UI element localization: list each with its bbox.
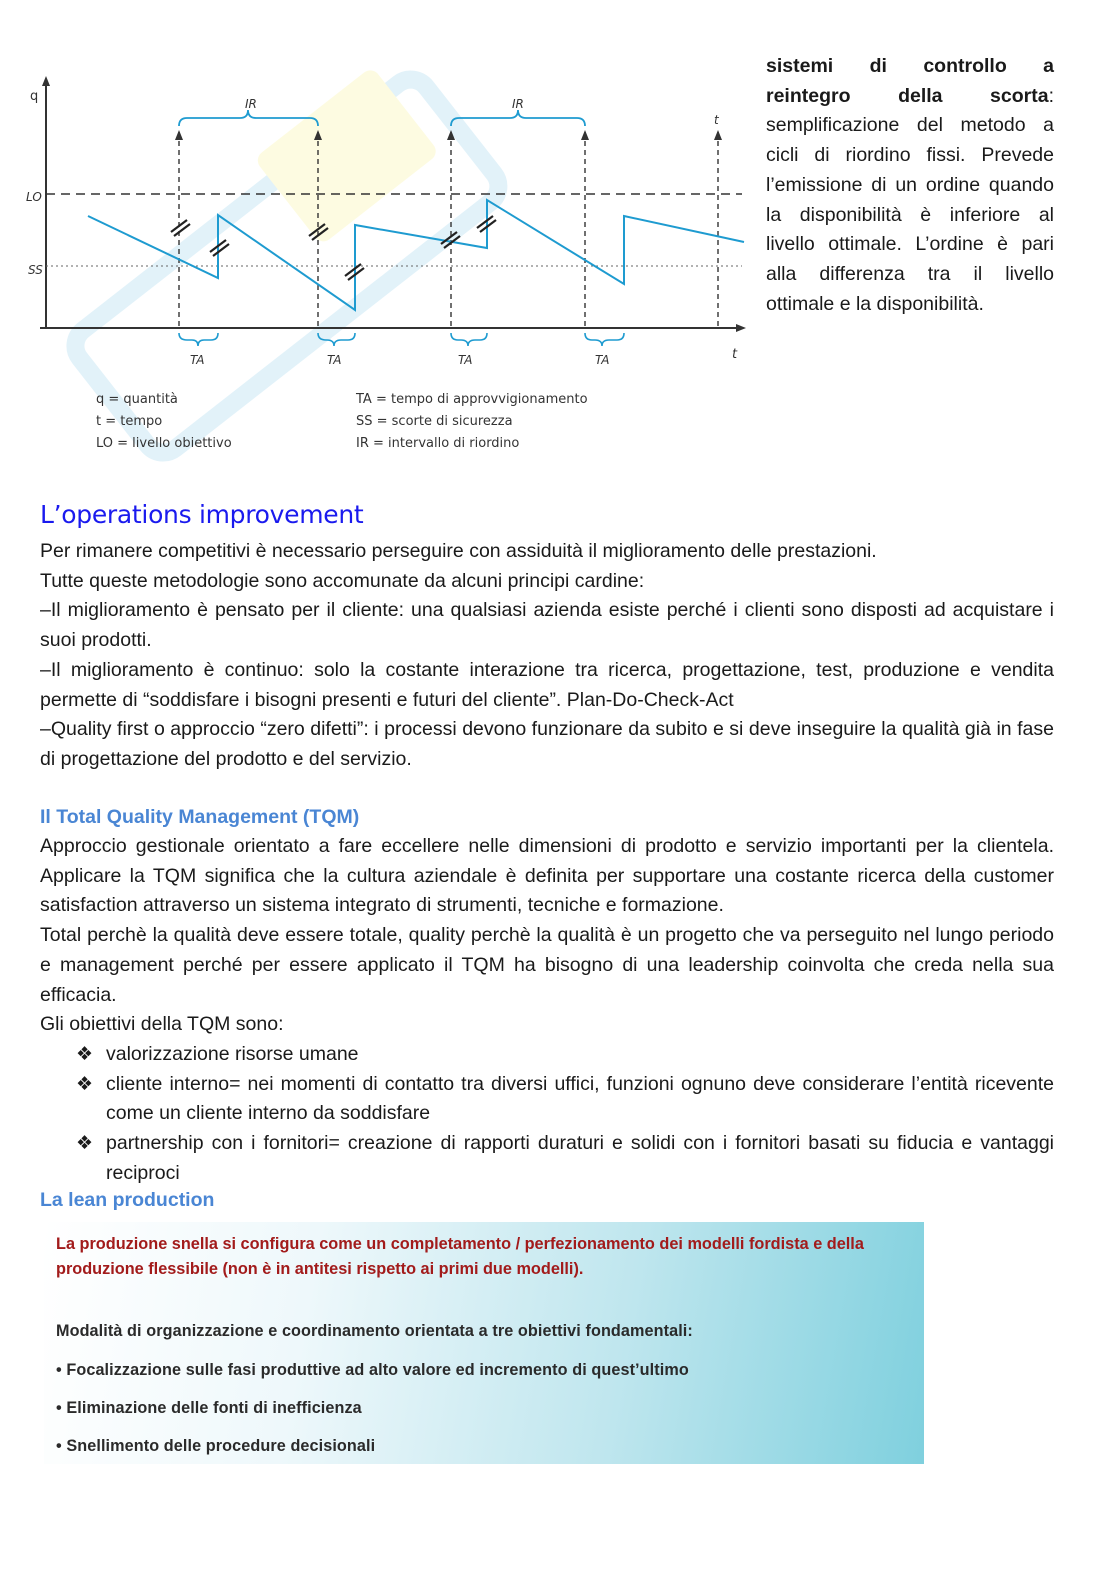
side-rest: semplificazione del metodo a cicli di riordino fissi. Prevede l’emissione di un ordine quando la disponibilità è inferiore al livello ottimale. L’ordine è pari alla differenza tra il livello ottimale e la disponibilità. <box>766 114 1054 315</box>
ops-p3: –Il miglioramento è pensato per il cliente: una qualsiasi azienda esiste perché i clienti sono disposti ad acquistare i suoi prodotti. <box>40 599 1054 652</box>
side-line-2: reintegro della scorta: <box>766 84 1054 107</box>
ir-label-2: IR <box>512 97 524 111</box>
diamond-bullet-icon: ❖ <box>76 1043 94 1065</box>
lean-item-3: • Snellimento delle procedure decisionali <box>56 1437 376 1455</box>
t-top-label: t <box>714 113 719 127</box>
legend-lo: LO = livello obiettivo <box>96 436 232 451</box>
ta-label-4: TA <box>595 353 610 367</box>
ir-label-1: IR <box>245 97 257 111</box>
inventory-level-line <box>88 200 744 310</box>
lean-box-title: La produzione snella si configura come un completamento / perfezionamento dei modelli fordista e della produzione flessibile (non è in antitesi rispetto ai primi due modelli). <box>56 1235 864 1278</box>
list-item: ❖ cliente interno= nei momenti di contatto tra diversi uffici, funzioni ognuno deve considerare l’entità ricevente come un cliente interno da soddisfare <box>40 1070 1054 1129</box>
ta-label-2: TA <box>327 353 342 367</box>
tqm-p1: Approccio gestionale orientato a fare eccellere nelle dimensioni di prodotto e servizio importanti per la clientela. Applicare la TQM significa che la cultura aziendale è definita per supportare una costante ricerca della customer satisfaction attraverso un sistema integrato di strumenti, tecniche e formazione. <box>40 835 1054 917</box>
axis-q-label: q <box>30 89 39 104</box>
axis-t-label: t <box>732 347 738 362</box>
side-line-1: sistemi di controllo a <box>766 55 1054 77</box>
lean-heading: La lean production <box>40 1189 215 1211</box>
ta-label-3: TA <box>458 353 473 367</box>
legend-ir: IR = intervallo di riordino <box>356 436 520 451</box>
ops-heading: L’operations improvement <box>40 500 364 529</box>
tqm-p3: Gli obiettivi della TQM sono: <box>40 1013 284 1036</box>
ops-p1: Per rimanere competitivi è necessario perseguire con assiduità il miglioramento delle prestazioni. <box>40 540 877 562</box>
inventory-diagram <box>22 70 757 470</box>
ops-body <box>40 537 1054 775</box>
diamond-bullet-icon: ❖ <box>76 1133 94 1155</box>
ops-p2: Tutte queste metodologie sono accomunate da alcuni principi cardine: <box>40 569 645 592</box>
tqm-p2: Total perchè la qualità deve essere totale, quality perchè la qualità è un progetto che va perseguito nel lungo periodo e management perché per essere applicato il TQM ha bisogno di una leadership coinvolta che creda nella sua efficacia. <box>40 924 1054 1006</box>
lean-intro: Modalità di organizzazione e coordinamento orientata a tre obiettivi fondamentali: <box>56 1322 693 1340</box>
diamond-bullet-icon: ❖ <box>76 1073 94 1095</box>
lean-item-1: • Focalizzazione sulle fasi produttive ad alto valore ed incremento di quest’ultimo <box>56 1361 689 1379</box>
reintegro-description <box>766 52 1054 319</box>
ss-label: SS <box>28 263 43 277</box>
legend-t: t = tempo <box>96 414 163 429</box>
legend-ta: TA = tempo di approvvigionamento <box>356 392 588 407</box>
ta-label-1: TA <box>190 353 205 367</box>
list-item: ❖ partnership con i fornitori= creazione di rapporti duraturi e solidi con i fornitori basati su fiducia e vantaggi reciproci <box>40 1129 1054 1188</box>
ops-p5: –Quality first o approccio “zero difetti”: i processi devono funzionare da subito e si deve inseguire la qualità già in fase di progettazione del prodotto e del servizio. <box>40 718 1054 770</box>
tqm-body <box>40 832 1054 1188</box>
lo-label: LO <box>26 190 42 204</box>
lean-item-2: • Eliminazione delle fonti di inefficienza <box>56 1399 362 1417</box>
tqm-objectives-list <box>40 1040 1054 1189</box>
lean-production-box <box>44 1222 924 1464</box>
legend-ss: SS = scorte di sicurezza <box>356 414 513 429</box>
legend-q: q = quantità <box>96 392 178 407</box>
tqm-heading: Il Total Quality Management (TQM) <box>40 806 360 828</box>
list-item: ❖ valorizzazione risorse umane <box>40 1040 1054 1070</box>
ops-p4: –Il miglioramento è continuo: solo la costante interazione tra ricerca, progettazione, test, produzione e vendita permette di “soddisfare i bisogni presenti e futuri del cliente”. Plan-Do-Check-Act <box>40 658 1054 711</box>
